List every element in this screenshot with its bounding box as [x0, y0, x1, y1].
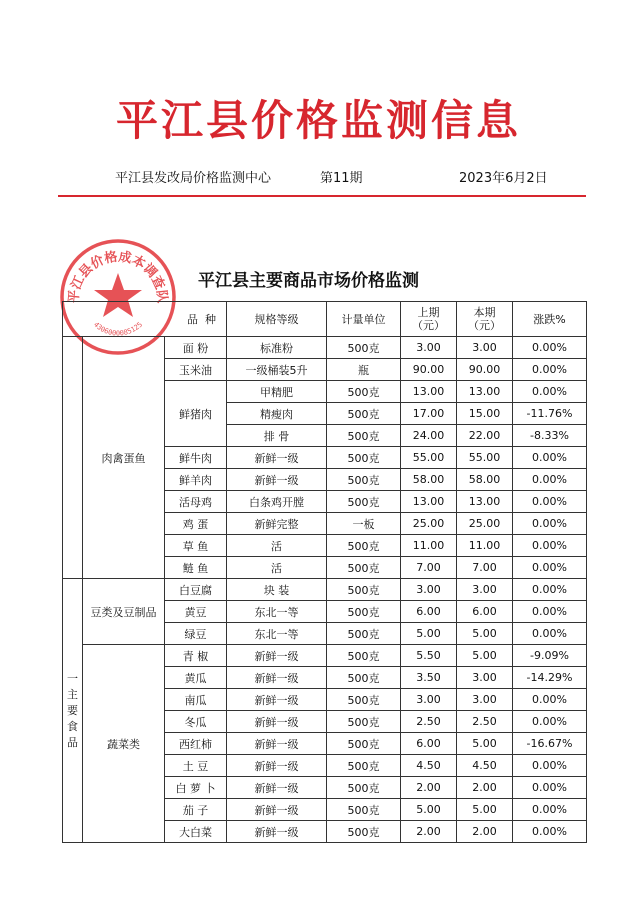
item-name: 面 粉 [165, 337, 227, 359]
item-unit: 500克 [327, 755, 401, 777]
item-name: 青 椒 [165, 645, 227, 667]
item-change: 0.00% [513, 601, 587, 623]
item-name: 茄 子 [165, 799, 227, 821]
item-prev-price: 11.00 [401, 535, 457, 557]
item-spec: 块 装 [227, 579, 327, 601]
item-spec: 新鲜一级 [227, 469, 327, 491]
item-curr-price: 5.00 [457, 645, 513, 667]
item-unit: 500克 [327, 557, 401, 579]
item-spec: 新鲜一级 [227, 447, 327, 469]
item-change: -9.09% [513, 645, 587, 667]
group-main-food: 一 主 要 食 品 [63, 579, 83, 843]
item-prev-price: 3.00 [401, 337, 457, 359]
item-spec: 排 骨 [227, 425, 327, 447]
item-curr-price: 15.00 [457, 403, 513, 425]
item-prev-price: 58.00 [401, 469, 457, 491]
item-prev-price: 17.00 [401, 403, 457, 425]
item-spec: 精瘦肉 [227, 403, 327, 425]
item-curr-price: 25.00 [457, 513, 513, 535]
seal-code: 4306000085125 [91, 320, 145, 338]
item-curr-price: 3.00 [457, 689, 513, 711]
item-change: -16.67% [513, 733, 587, 755]
item-unit: 500克 [327, 821, 401, 843]
issue-number: 第11期 [320, 171, 363, 186]
item-change: 0.00% [513, 491, 587, 513]
item-curr-price: 13.00 [457, 381, 513, 403]
item-change: 0.00% [513, 535, 587, 557]
item-curr-price: 13.00 [457, 491, 513, 513]
item-change: 0.00% [513, 711, 587, 733]
item-prev-price: 6.00 [401, 601, 457, 623]
item-unit: 500克 [327, 777, 401, 799]
item-unit: 500克 [327, 623, 401, 645]
item-spec: 甲精肥 [227, 381, 327, 403]
item-change: 0.00% [513, 821, 587, 843]
item-curr-price: 2.00 [457, 777, 513, 799]
item-unit: 500克 [327, 601, 401, 623]
document-title: 平江县价格监测信息 [115, 96, 521, 145]
item-prev-price: 3.00 [401, 689, 457, 711]
item-name: 活母鸡 [165, 491, 227, 513]
item-spec: 活 [227, 535, 327, 557]
item-spec: 东北一等 [227, 623, 327, 645]
item-unit: 500克 [327, 337, 401, 359]
item-prev-price: 3.50 [401, 667, 457, 689]
item-unit: 500克 [327, 535, 401, 557]
item-prev-price: 24.00 [401, 425, 457, 447]
item-curr-price: 58.00 [457, 469, 513, 491]
issuer: 平江县发改局价格监测中心 [115, 171, 272, 186]
item-name: 黄瓜 [165, 667, 227, 689]
item-change: 0.00% [513, 799, 587, 821]
item-unit: 500克 [327, 425, 401, 447]
item-name: 草 鱼 [165, 535, 227, 557]
item-spec: 新鲜一级 [227, 711, 327, 733]
item-unit: 500克 [327, 403, 401, 425]
item-prev-price: 2.00 [401, 821, 457, 843]
item-name: 西红柿 [165, 733, 227, 755]
item-name: 鲜羊肉 [165, 469, 227, 491]
item-curr-price: 4.50 [457, 755, 513, 777]
item-unit: 500克 [327, 381, 401, 403]
price-table [62, 301, 587, 843]
item-prev-price: 5.50 [401, 645, 457, 667]
item-prev-price: 13.00 [401, 381, 457, 403]
item-curr-price: 5.00 [457, 623, 513, 645]
item-curr-price: 2.00 [457, 821, 513, 843]
item-spec: 一级桶装5升 [227, 359, 327, 381]
item-name: 白 萝 卜 [165, 777, 227, 799]
item-unit: 500克 [327, 491, 401, 513]
item-curr-price: 3.00 [457, 579, 513, 601]
item-curr-price: 6.00 [457, 601, 513, 623]
item-prev-price: 2.00 [401, 777, 457, 799]
item-change: 0.00% [513, 689, 587, 711]
item-unit: 500克 [327, 667, 401, 689]
item-unit: 500克 [327, 447, 401, 469]
item-change: -8.33% [513, 425, 587, 447]
table-header-row [63, 302, 587, 337]
item-change: -14.29% [513, 667, 587, 689]
item-curr-price: 90.00 [457, 359, 513, 381]
header-spec: 规格等级 [227, 302, 327, 337]
header-item: 品 种 [63, 302, 227, 337]
header-curr: 本期 （元） [457, 302, 513, 337]
header-change: 涨跌% [513, 302, 587, 337]
item-name: 大白菜 [165, 821, 227, 843]
item-name: 鸡 蛋 [165, 513, 227, 535]
item-curr-price: 2.50 [457, 711, 513, 733]
item-change: 0.00% [513, 513, 587, 535]
seal-text: 平江县价格成本调查队 [66, 249, 170, 304]
item-prev-price: 90.00 [401, 359, 457, 381]
item-name: 鲜牛肉 [165, 447, 227, 469]
item-change: 0.00% [513, 579, 587, 601]
item-curr-price: 55.00 [457, 447, 513, 469]
item-unit: 500克 [327, 799, 401, 821]
issue-date: 2023年6月2日 [459, 171, 548, 186]
item-unit: 500克 [327, 711, 401, 733]
item-unit: 瓶 [327, 359, 401, 381]
item-name: 黄豆 [165, 601, 227, 623]
item-unit: 500克 [327, 689, 401, 711]
item-prev-price: 25.00 [401, 513, 457, 535]
header-prev: 上期 （元） [401, 302, 457, 337]
item-prev-price: 3.00 [401, 579, 457, 601]
item-change: 0.00% [513, 623, 587, 645]
item-curr-price: 3.00 [457, 667, 513, 689]
table-title: 平江县主要商品市场价格监测 [198, 271, 419, 291]
item-prev-price: 6.00 [401, 733, 457, 755]
group-cell-top [63, 337, 83, 579]
item-name: 南瓜 [165, 689, 227, 711]
item-spec: 标准粉 [227, 337, 327, 359]
item-curr-price: 5.00 [457, 799, 513, 821]
item-spec: 东北一等 [227, 601, 327, 623]
item-unit: 500克 [327, 733, 401, 755]
item-prev-price: 13.00 [401, 491, 457, 513]
item-change: 0.00% [513, 359, 587, 381]
item-name: 玉米油 [165, 359, 227, 381]
item-spec: 新鲜一级 [227, 689, 327, 711]
item-name: 土 豆 [165, 755, 227, 777]
item-change: 0.00% [513, 557, 587, 579]
item-prev-price: 55.00 [401, 447, 457, 469]
table-row [63, 645, 587, 667]
item-curr-price: 7.00 [457, 557, 513, 579]
item-spec: 新鲜一级 [227, 733, 327, 755]
header-unit: 计量单位 [327, 302, 401, 337]
item-change: 0.00% [513, 755, 587, 777]
item-prev-price: 5.00 [401, 623, 457, 645]
category-meat: 肉禽蛋鱼 [83, 337, 165, 579]
item-name: 鲢 鱼 [165, 557, 227, 579]
item-change: 0.00% [513, 447, 587, 469]
item-curr-price: 3.00 [457, 337, 513, 359]
item-curr-price: 22.00 [457, 425, 513, 447]
item-change: 0.00% [513, 469, 587, 491]
item-spec: 活 [227, 557, 327, 579]
item-unit: 一板 [327, 513, 401, 535]
item-unit: 500克 [327, 469, 401, 491]
item-curr-price: 11.00 [457, 535, 513, 557]
table-row [63, 337, 587, 359]
item-spec: 新鲜一级 [227, 799, 327, 821]
item-spec: 新鲜一级 [227, 777, 327, 799]
item-spec: 新鲜一级 [227, 755, 327, 777]
item-change: 0.00% [513, 777, 587, 799]
table-row [63, 579, 587, 601]
item-spec: 新鲜完整 [227, 513, 327, 535]
item-spec: 新鲜一级 [227, 821, 327, 843]
item-spec: 白条鸡开膛 [227, 491, 327, 513]
category-bean: 豆类及豆制品 [83, 579, 165, 645]
item-unit: 500克 [327, 645, 401, 667]
item-curr-price: 5.00 [457, 733, 513, 755]
item-unit: 500克 [327, 579, 401, 601]
item-spec: 新鲜一级 [227, 667, 327, 689]
item-change: 0.00% [513, 337, 587, 359]
item-spec: 新鲜一级 [227, 645, 327, 667]
item-name: 冬瓜 [165, 711, 227, 733]
item-prev-price: 7.00 [401, 557, 457, 579]
item-prev-price: 2.50 [401, 711, 457, 733]
item-prev-price: 4.50 [401, 755, 457, 777]
item-change: 0.00% [513, 381, 587, 403]
category-vegetable: 蔬菜类 [83, 645, 165, 843]
red-divider [58, 195, 586, 197]
item-name: 绿豆 [165, 623, 227, 645]
item-prev-price: 5.00 [401, 799, 457, 821]
item-name: 白豆腐 [165, 579, 227, 601]
item-change: -11.76% [513, 403, 587, 425]
item-name: 鲜猪肉 [165, 381, 227, 447]
